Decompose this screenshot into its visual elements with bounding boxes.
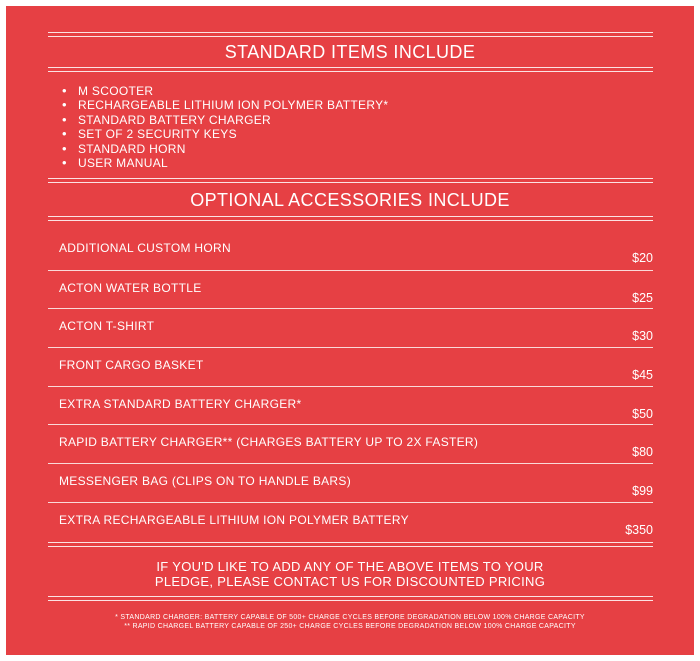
list-item: • STANDARD HORN — [62, 142, 388, 156]
accessory-name: FRONT CARGO BASKET — [59, 358, 204, 373]
accessory-name: ACTON WATER BOTTLE — [59, 280, 202, 295]
table-row — [48, 502, 653, 541]
optional-heading-rule — [48, 216, 653, 221]
standard-items-heading: STANDARD ITEMS INCLUDE — [224, 42, 476, 62]
footnotes — [6, 613, 694, 631]
table-row — [48, 308, 653, 347]
accessory-name: ACTON T-SHIRT — [59, 319, 155, 334]
top-double-rule — [48, 32, 653, 37]
list-item: • RECHARGEABLE LITHIUM ION POLYMER BATTERY* — [62, 98, 388, 112]
accessory-price: $20 — [632, 251, 653, 265]
accessories-card — [6, 6, 694, 655]
contact-message — [6, 559, 694, 589]
accessory-price: $80 — [632, 445, 653, 460]
accessory-price: $25 — [632, 290, 653, 305]
footnote-rapid-charger: ** RAPID CHARGEL BATTERY CAPABLE OF 250+ CHARGE CYCLES BEFORE DEGRADATION BELOW 100% CHARGE CAPACITY — [124, 623, 576, 630]
table-row — [48, 463, 653, 502]
list-item: • USER MANUAL — [62, 156, 388, 170]
list-item: • SET OF 2 SECURITY KEYS — [62, 127, 388, 141]
accessory-price: $45 — [632, 368, 653, 383]
contact-line-1: IF YOU'D LIKE TO ADD ANY OF THE ABOVE ITEMS TO YOUR — [156, 559, 544, 574]
contact-line-2: PLEDGE, PLEASE CONTACT US FOR DISCOUNTED PRICING — [154, 574, 546, 589]
list-item: • M SCOOTER — [62, 84, 388, 98]
table-row — [48, 231, 653, 270]
optional-accessories-heading: OPTIONAL ACCESSORIES INCLUDE — [190, 190, 510, 210]
accessory-name: EXTRA STANDARD BATTERY CHARGER* — [59, 396, 302, 411]
standard-items-list — [62, 84, 388, 170]
accessory-price: $30 — [632, 329, 653, 344]
optional-top-rule — [48, 178, 653, 183]
standard-heading-rule — [48, 67, 653, 72]
footnotes-top-rule — [48, 596, 653, 601]
table-row — [48, 347, 653, 386]
table-row — [48, 386, 653, 425]
accessory-name: ADDITIONAL CUSTOM HORN — [59, 241, 231, 255]
accessory-name: EXTRA RECHARGEABLE LITHIUM ION POLYMER BATTERY — [59, 512, 409, 527]
footnote-standard-charger: * STANDARD CHARGER: BATTERY CAPABLE OF 500+ CHARGE CYCLES BEFORE DEGRADATION BELOW 100% CHARGE CAPACITY — [115, 614, 585, 621]
accessory-price: $50 — [632, 406, 653, 421]
table-row — [48, 270, 653, 309]
list-item: • STANDARD BATTERY CHARGER — [62, 113, 388, 127]
accessories-table — [48, 231, 653, 541]
table-row — [48, 424, 653, 463]
accessory-price: $350 — [625, 522, 653, 537]
accessory-price: $99 — [632, 484, 653, 499]
accessory-name: MESSENGER BAG (CLIPS ON TO HANDLE BARS) — [59, 474, 351, 489]
accessory-name: RAPID BATTERY CHARGER** (CHARGES BATTERY UP TO 2X FASTER) — [59, 435, 479, 450]
contact-top-rule — [48, 542, 653, 547]
